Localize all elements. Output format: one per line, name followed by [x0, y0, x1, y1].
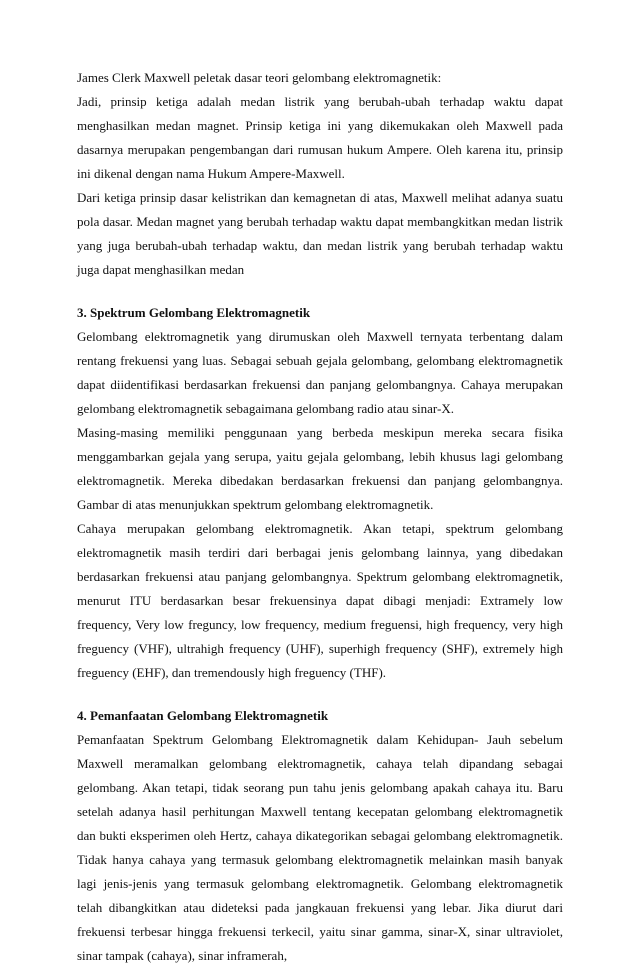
section-3-heading: 3. Spektrum Gelombang Elektromagnetik — [77, 305, 311, 320]
intro-paragraph-ampere-maxwell: Jadi, prinsip ketiga adalah medan listrik yang berubah-ubah terhadap waktu dapat menghasilkan medan magnet. Prinsip ketiga ini yang dikemukakan oleh Maxwell pada dasarnya merupakan pengembangan dari rumusan hukum Ampere. Oleh karena itu, prinsip ini dikenal dengan nama Hukum Ampere-Maxwell. — [77, 94, 563, 181]
intro-paragraph-pola-dasar: Dari ketiga prinsip dasar kelistrikan dan kemagnetan di atas, Maxwell melihat adanya suatu pola dasar. Medan magnet yang berubah terhadap waktu dapat membangkitkan medan listrik yang juga berubah-ubah terhadap waktu, dan medan listrik yang berubah terhadap waktu juga dapat menghasilkan medan — [77, 190, 563, 277]
document-page — [77, 66, 563, 968]
section-4-heading: 4. Pemanfaatan Gelombang Elektromagnetik — [77, 708, 329, 723]
intro-line: James Clerk Maxwell peletak dasar teori gelombang elektromagnetik: — [77, 70, 442, 85]
section-gap — [77, 685, 563, 704]
section-3-paragraph-3: Cahaya merupakan gelombang elektromagnetik. Akan tetapi, spektrum gelombang elektromagnetik masih terdiri dari berbagai jenis gelombang lainnya, yang dibedakan berdasarkan frekuensi atau panjang gelombangnya. Spektrum gelombang elektromagnetik, menurut ITU berdasarkan besar frekuensinya dapat dibagi menjadi: Extramely low frequency, Very low freguncy, low frequency, medium freguensi, high frequency, very high freguency (VHF), ultrahigh frequency (UHF), superhigh frequency (SHF), extremely high freguency (EHF), dan tremendously high freguency (THF). — [77, 521, 563, 680]
section-gap — [77, 282, 563, 301]
section-3-paragraph-2: Masing-masing memiliki penggunaan yang berbeda meskipun mereka secara fisika menggambarkan gejala yang serupa, yaitu gejala gelombang, lebih khusus lagi gelombang elektromagnetik. Mereka dibedakan berdasarkan frekuensi dan panjang gelombangnya. Gambar di atas menunjukkan spektrum gelombang elektromagnetik. — [77, 425, 563, 512]
section-4-paragraph-1: Pemanfaatan Spektrum Gelombang Elektromagnetik dalam Kehidupan- Jauh sebelum Maxwell meramalkan gelombang elektromagnetik, cahaya telah dipandang sebagai gelombang. Akan tetapi, tidak seorang pun tahu jenis gelombang apakah cahaya itu. Baru setelah adanya hasil perhitungan Maxwell tentang kecepatan gelombang elektromagnetik dan bukti eksperimen oleh Hertz, cahaya dikategorikan sebagai gelombang elektromagnetik. Tidak hanya cahaya yang termasuk gelombang elektromagnetik melainkan masih banyak lagi jenis-jenis yang termasuk gelombang elektromagnetik. Gelombang elektromagnetik telah dibangkitkan atau dideteksi pada jangkauan frekuensi yang lebar. Jika diurut dari frekuensi terbesar hingga frekuensi terkecil, yaitu sinar gamma, sinar-X, sinar ultraviolet, sinar tampak (cahaya), sinar inframerah, — [77, 732, 563, 963]
section-3-paragraph-1: Gelombang elektromagnetik yang dirumuskan oleh Maxwell ternyata terbentang dalam rentang frekuensi yang luas. Sebagai sebuah gejala gelombang, gelombang elektromagnetik dapat diidentifikasi berdasarkan frekuensi dan panjang gelombangnya. Cahaya merupakan gelombang elektromagnetik sebagaimana gelombang radio atau sinar-X. — [77, 329, 563, 416]
